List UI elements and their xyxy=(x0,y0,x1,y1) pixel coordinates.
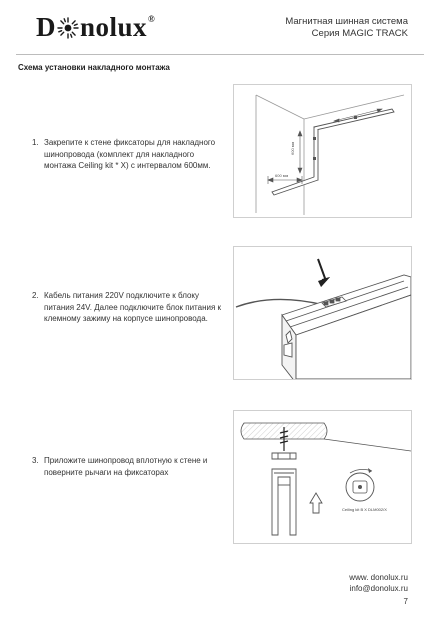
figure-wall-mounting xyxy=(233,84,412,218)
horizontal-dimension-label: 600 мм xyxy=(275,173,289,178)
step-3 xyxy=(32,455,222,478)
website-link[interactable]: www. donolux.ru xyxy=(349,573,408,582)
vertical-dimension-label: 600 мм xyxy=(290,141,295,155)
step-2 xyxy=(32,290,222,325)
clip-detail-view xyxy=(346,468,374,501)
step-text: Кабель питания 220V подключите к блоку питания 24V. Далее подключите блок питания к клемному зажиму на корпусе шинопровода. xyxy=(44,291,222,323)
up-arrow-icon xyxy=(310,493,322,513)
step-text: Закрепите к стене фиксаторы для накладного шинопровода (комплект для накладного монтажа Ceiling kit * X) с интервалом 600мм. xyxy=(44,138,216,170)
header-divider xyxy=(16,54,424,55)
brand-prefix: D xyxy=(36,12,56,42)
clip-marker xyxy=(354,116,357,119)
series-line-2: Серия MAGIC TRACK xyxy=(311,28,408,39)
registered-mark: ® xyxy=(148,14,156,24)
contact-footer xyxy=(349,573,408,594)
series-line-1: Магнитная шинная система xyxy=(285,16,408,27)
sun-logo-icon xyxy=(57,17,79,39)
figure-power-connection xyxy=(233,246,412,380)
clip-fastening-drawing xyxy=(234,411,411,543)
email-link[interactable]: info@donolux.ru xyxy=(349,583,408,593)
step-number: 1. xyxy=(32,138,39,147)
section-title: Схема установки накладного монтажа xyxy=(18,63,170,72)
power-connection-drawing xyxy=(234,247,411,379)
down-arrow-icon xyxy=(318,259,330,287)
series-heading xyxy=(285,16,408,40)
brand-logo xyxy=(36,14,155,41)
step-text: Приложите шинопровод вплотную к стене и поверните рычаги на фиксаторах xyxy=(44,456,208,477)
wall-mounting-drawing xyxy=(234,85,411,217)
page-number: 7 xyxy=(403,597,408,606)
brand-suffix: nolux xyxy=(80,12,148,42)
figure-clip-fastening xyxy=(233,410,412,544)
step-number: 3. xyxy=(32,456,39,465)
step-number: 2. xyxy=(32,291,39,300)
step-1 xyxy=(32,137,222,172)
kit-label: Ceiling kit B X DLM002/X xyxy=(342,507,387,512)
clip-marker xyxy=(313,137,316,140)
clip-marker xyxy=(313,157,316,160)
